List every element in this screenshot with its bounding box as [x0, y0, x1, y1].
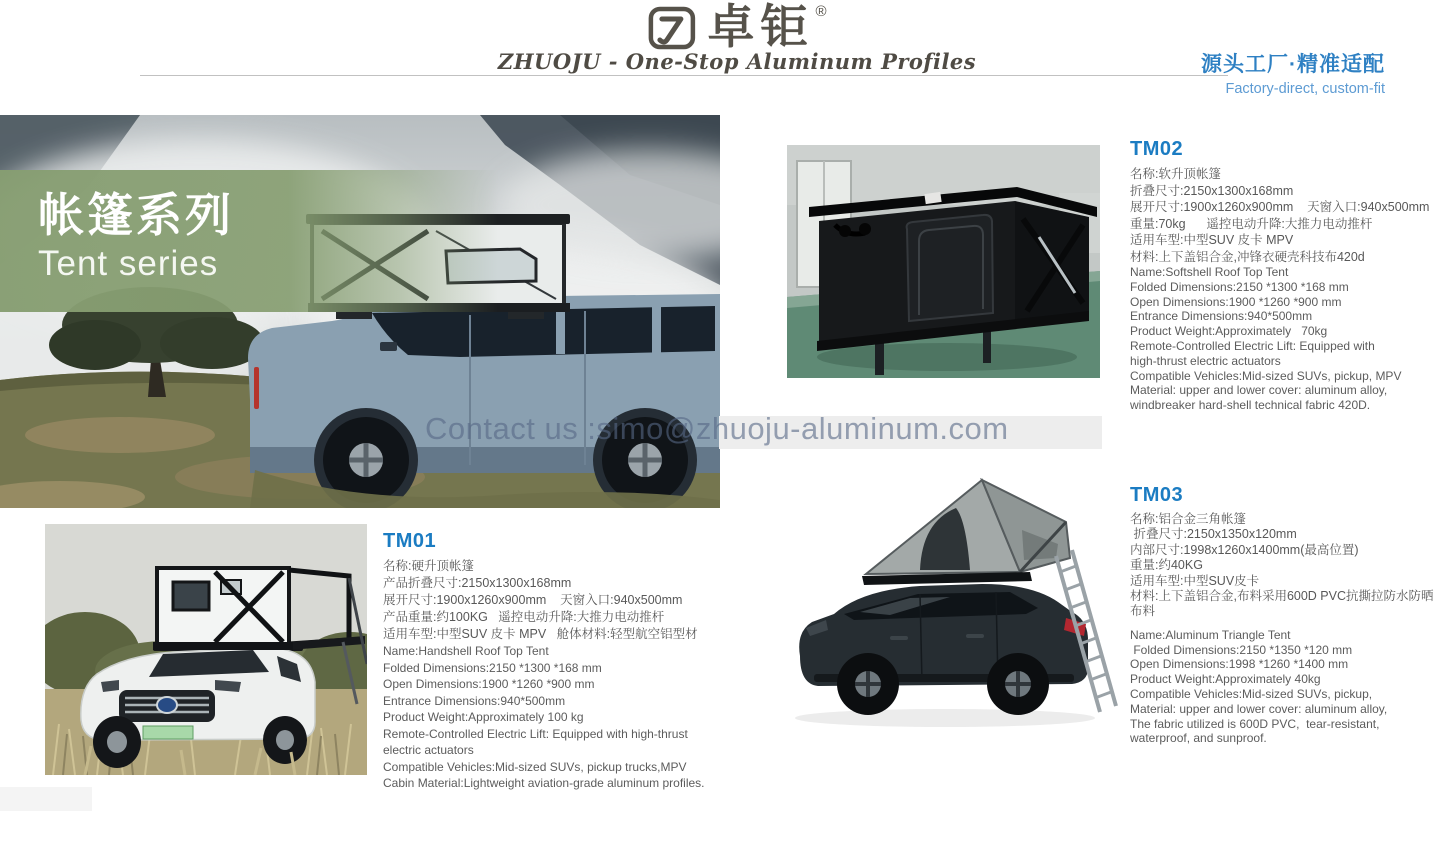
- spec-line: 展开尺寸:1900x1260x900mm 天窗入口:940x500mm: [1130, 200, 1430, 214]
- spec-line: 折叠尺寸:2150x1350x120mm: [1130, 527, 1297, 542]
- series-title-zh: 帐篷系列: [38, 189, 234, 241]
- spec-line: 材料:上下盖铝合金,冲锋衣硬壳科技布420d: [1130, 249, 1365, 264]
- spec-line: Cabin Material:Lightweight aviation-grade aluminum profiles.: [383, 776, 705, 790]
- tm01-photo: [45, 524, 367, 775]
- series-title-en: Tent series: [38, 244, 219, 283]
- spec-line: Remote-Controlled Electric Lift: Equipped with high-thrust: [383, 726, 688, 741]
- product-tm03: [1130, 484, 1445, 746]
- series-banner: [0, 170, 498, 312]
- spec-line: 适用车型:中型SUV皮卡: [1130, 573, 1260, 588]
- spec-line: Product Weight:Approximately 40kg: [1130, 672, 1321, 687]
- tm03-title: TM03: [1130, 484, 1184, 506]
- tm03-photo: [770, 460, 1130, 742]
- spec-line: Folded Dimensions:2150 *1300 *168 mm: [383, 660, 602, 675]
- tm03-specs-zh: [1130, 512, 1445, 620]
- spec-line: waterproof, and sunproof.: [1130, 731, 1267, 746]
- spec-line: Material: upper and lower cover: aluminum alloy,: [1130, 383, 1388, 398]
- footer-faint-box: [0, 787, 92, 811]
- spec-line: 名称:硬升顶帐篷: [383, 559, 474, 573]
- spec-line: high-thrust electric actuators: [1130, 353, 1281, 368]
- spec-line: Open Dimensions:1998 *1260 *1400 mm: [1130, 657, 1349, 672]
- spec-line: Compatible Vehicles:Mid-sized SUVs, pickup, MPV: [1130, 368, 1402, 383]
- spec-line: 适用车型:中型SUV 皮卡 MPV 舱体材料:轻型航空铝型材: [383, 627, 698, 641]
- tm02-illustration: [787, 145, 1100, 378]
- spec-line: 布料: [1130, 604, 1156, 619]
- spec-line: Entrance Dimensions:940*500mm: [383, 693, 566, 708]
- slogan-en: Factory-direct, custom-fit: [1225, 81, 1385, 97]
- zhuoju-monogram-icon: [647, 6, 697, 52]
- spec-line: electric actuators: [383, 743, 474, 757]
- tm01-illustration: [45, 524, 367, 775]
- tm02-title: TM02: [1130, 138, 1184, 160]
- spec-line: 重量:70kg 遥控电动升降:大推力电动推杆: [1130, 216, 1373, 231]
- spec-line: Entrance Dimensions:940*500mm: [1130, 309, 1313, 324]
- logo-tagline: ZHUOJU - One-Stop Aluminum Profiles: [497, 49, 977, 74]
- product-tm01: [383, 530, 713, 792]
- spec-line: 重量:约40KG: [1130, 558, 1203, 573]
- registered-mark: ®: [815, 3, 827, 20]
- tm01-specs-en: [383, 643, 713, 792]
- spec-line: windbreaker hard-shell technical fabric 420D.: [1130, 398, 1371, 413]
- spec-line: Name:Softshell Roof Top Tent: [1130, 265, 1289, 279]
- spec-line: Compatible Vehicles:Mid-sized SUVs, pickup,: [1130, 687, 1373, 702]
- header-logo: [497, 0, 977, 74]
- tm03-specs-en: [1130, 628, 1445, 746]
- product-tm02: [1130, 138, 1445, 413]
- spec-line: 产品折叠尺寸:2150x1300x168mm: [383, 576, 572, 590]
- tm01-specs-zh: [383, 558, 713, 643]
- spec-line: Folded Dimensions:2150 *1350 *120 mm: [1130, 642, 1353, 657]
- spec-line: Product Weight:Approximately 100 kg: [383, 710, 584, 724]
- tm01-title: TM01: [383, 530, 437, 552]
- spec-line: 材料:上下盖铝合金,布料采用600D PVC抗撕拉防水防晒: [1130, 589, 1434, 604]
- spec-line: Product Weight:Approximately 70kg: [1130, 324, 1328, 339]
- spec-line: 适用车型:中型SUV 皮卡 MPV: [1130, 233, 1294, 247]
- logo-text: 卓钜: [707, 0, 814, 53]
- spec-line: 折叠尺寸:2150x1300x168mm: [1130, 183, 1294, 198]
- watermark-text: Contact us :simo@zhuoju-aluminum.com: [425, 411, 1009, 446]
- spec-line: Material: upper and lower cover: aluminum alloy,: [1130, 701, 1388, 716]
- spec-line: 名称:软升顶帐篷: [1130, 167, 1221, 181]
- spec-line: The fabric utilized is 600D PVC, tear-resistant,: [1130, 716, 1380, 731]
- tm03-illustration: [770, 460, 1130, 742]
- spec-line: Open Dimensions:1900 *1260 *900 mm: [1130, 294, 1342, 309]
- header-slogan: [1201, 48, 1385, 97]
- spec-line: 内部尺寸:1998x1260x1400mm(最高位置): [1130, 542, 1359, 557]
- spec-line: 名称:铝合金三角帐篷: [1130, 512, 1246, 526]
- slogan-zh: 源头工厂·精准适配: [1201, 53, 1385, 76]
- spec-line: Name:Aluminum Triangle Tent: [1130, 627, 1291, 642]
- spec-line: Open Dimensions:1900 *1260 *900 mm: [383, 677, 595, 691]
- spec-line: 展开尺寸:1900x1260x900mm 天窗入口:940x500mm: [383, 593, 683, 607]
- tm02-specs-en: [1130, 265, 1445, 413]
- spec-line: Name:Handshell Roof Top Tent: [383, 644, 549, 658]
- spec-line: Compatible Vehicles:Mid-sized SUVs, pickup trucks,MPV: [383, 759, 687, 774]
- header-divider: [140, 75, 1228, 76]
- tm02-specs-zh: [1130, 166, 1445, 265]
- tm02-photo: [787, 145, 1100, 378]
- spec-line: Remote-Controlled Electric Lift: Equipped with: [1130, 338, 1375, 353]
- spec-line: 产品重量:约100KG 遥控电动升降:大推力电动推杆: [383, 610, 665, 624]
- spec-line: Folded Dimensions:2150 *1300 *168 mm: [1130, 279, 1349, 294]
